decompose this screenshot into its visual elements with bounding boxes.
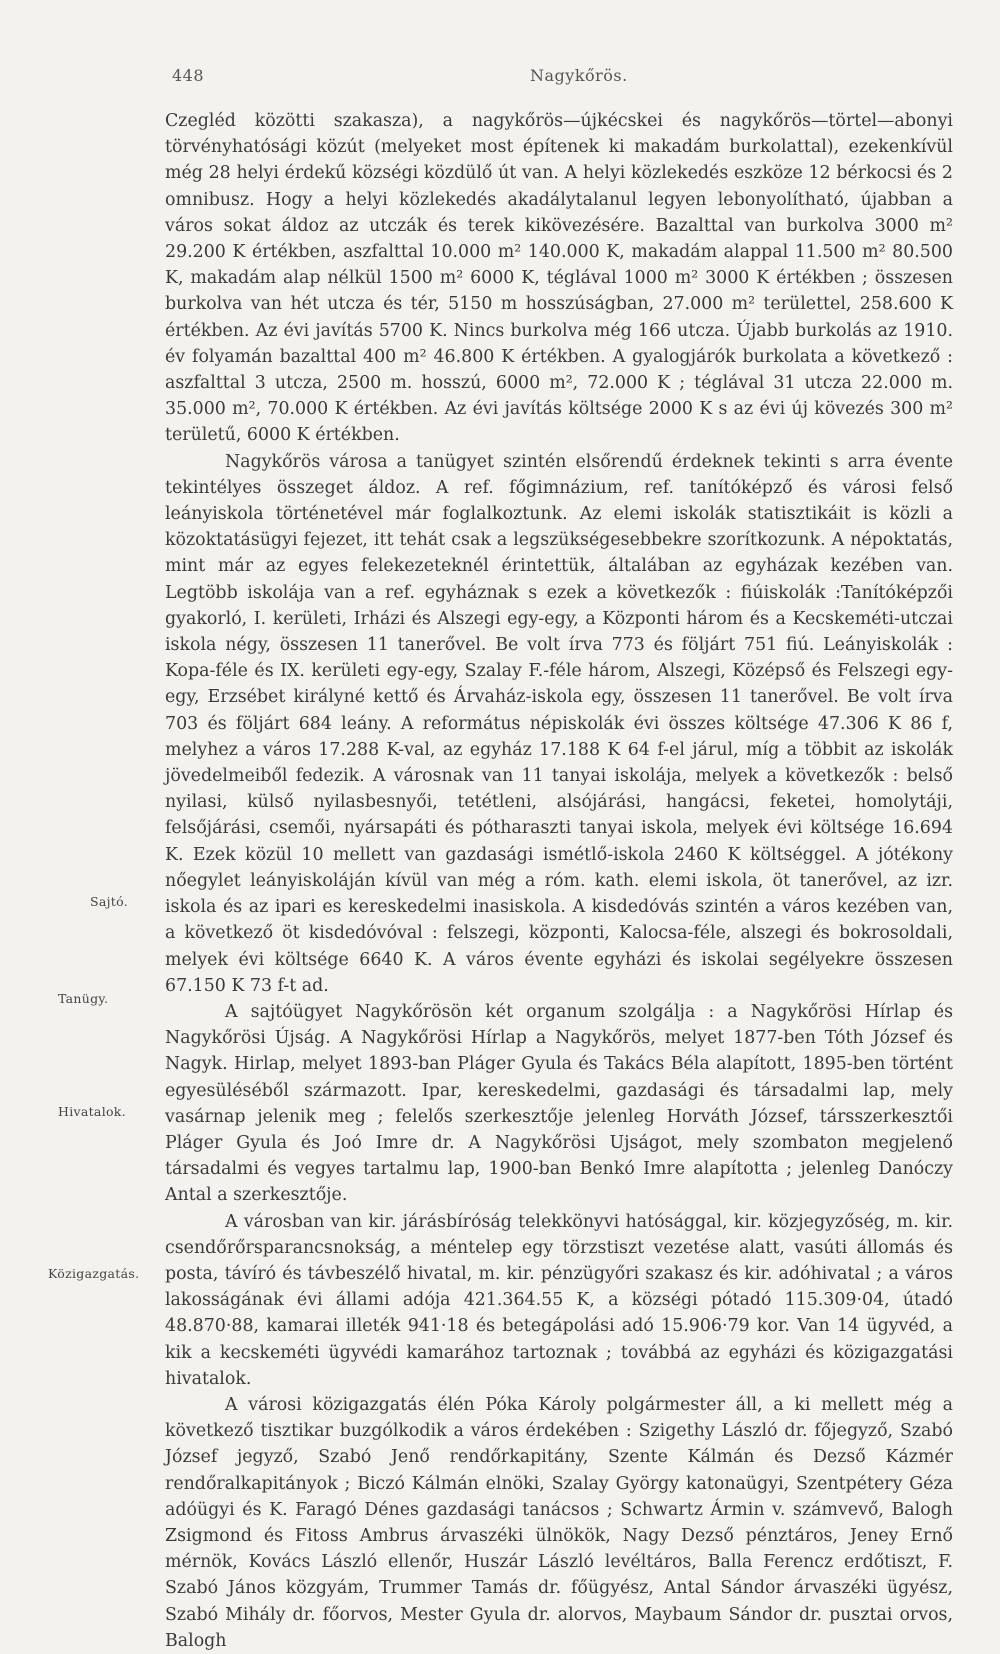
paragraph-administration: A városi közigazgatás élén Póka Károly polgármester áll, a ki mellett még a következő tisztikar buzgólkodik a város érdekében : Szigethy László dr. főjegyző, Szabó József jegyző, Szabó Jenő rendőrkapitány, Szente Kálmán és Dezső Kázmér rendőralkapitányok ; Biczó Kálmán elnöki, Szalay György katonaügyi, Szentpétery Géza adóügyi és K. Faragó Dénes gazdasági tanácsos ; Schwartz Ármin v. számvevő, Balogh Zsigmond és Fitoss Ambrus árvaszéki ülnökök, Nagy Dezső pénztáros, Jeney Ernő mérnök, Kovács László ellenőr, Huszár László levéltáros, Balla Ferencz erdőtiszt, F. Szabó János közgyám, Trummer Tamás dr. főügyész, Antal Sándor árvaszéki ügyész, Szabó Mihály dr. főorvos, Mester Gyula dr. alorvos, Maybaum Sándor dr. pusztai orvos, Balogh — [165, 1394, 953, 1651]
margin-note-hivatalok: Hivatalok. — [58, 1104, 126, 1119]
margin-note-sajto: Sajtó. — [90, 894, 128, 909]
paragraph-press: A sajtóügyet Nagykőrösön két organum szolgálja : a Nagykőrösi Hírlap és Nagykőrösi Újság. A Nagykőrösi Hírlap a Nagykőrös, melyet 1877-ben Tóth József és Nagyk. Hirlap, melyet 1893-ban Pláger Gyula és Takács Béla alapított, 1895-ben történt egyesüléséből származott. Ipar, kereskedelmi, gazdasági és társadalmi lap, mely vasárnap jelenik meg ; felelős szerkesztője jelenleg Horváth József, társszerkesztői Pláger Gyula és Joó Imre dr. A Nagykőrösi Ujságot, mely szombaton megjelenő társadalmi és vegyes tartalmu lap, 1900-ban Benkó Imre alapította ; jelenleg Danóczy Antal a szerkesztője. — [165, 1001, 953, 1206]
page-number: 448 — [172, 66, 205, 85]
body-text — [165, 108, 953, 1654]
paragraph-offices: A városban van kir. járásbíróság telekkönyvi hatósággal, kir. közjegyzőség, m. kir. csendőrőrsparancsnokság, a méntelep egy törzstiszt vezetése alatt, vasúti állomás és posta, távíró és távbeszélő hivatal, m. kir. pénzügyőri szakasz és kir. adóhivatal ; a város lakosságának évi állami adója 421.364.55 K, a községi pótadó 115.309·04, útadó 48.870·88, kamarai illeték 941·18 és betegápolási adó 15.906·79 kor. Van 14 ügyvéd, a kik a kecskeméti ügyvédi kamarához tartoznak ; továbbá az egyházi és közigazgatási hivatalok. — [165, 1211, 953, 1389]
page-header — [172, 66, 962, 92]
running-title: Nagykőrös. — [530, 66, 628, 85]
margin-note-tanugy: Tanügy. — [58, 991, 109, 1006]
paragraph-education: Nagykőrös városa a tanügyet szintén elsőrendű érdeknek tekinti s arra évente tekintélyes összeget áldoz. A ref. főgimnázium, ref. tanítóképző és városi felső leányiskola történetével már foglalkoztunk. Az elemi iskolák statisztikáit is közli a közoktatásügyi fejezet, itt tehát csak a legszükségesebbekre szorítkozunk. A népoktatás, mint már az egyes felekezeteknél érintettük, általában az egyházak kezében van. Legtöbb iskolája van a ref. egyháznak s ezek a következők : fiúiskolák :Tanítóképzői gyakorló, I. kerületi, Irházi és Alszegi egy-egy, a Központi három és a Kecskeméti-utczai iskola négy, összesen 11 tanerővel. Be volt írva 773 és följárt 751 fiú. Leányiskolák : Kopa-féle és IX. kerületi egy-egy, Szalay F.-féle három, Alszegi, Középső és Felszegi egy-egy, Erzsébet királyné kettő és Árvaház-iskola egy, összesen 11 tanerővel. Be volt írva 703 és följárt 684 leány. A református népiskolák évi összes költsége 47.306 K 86 f, melyhez a város 17.288 K-val, az egyház 17.188 K 64 f-el járul, míg a többit az iskolák jövedelmeiből fedezik. A városnak van 11 tanyai iskolája, melyek a következők : belső nyilasi, külső nyilasbesnyői, tetétleni, alsójárási, hangácsi, feketei, homolytáji, felsőjárási, csemői, nyársapáti és pótharaszti tanyai iskola, melyek évi költsége 16.694 K. Ezek közül 10 mellett van gazdasági ismétlő-iskola 2460 K költséggel. A jótékony nőegylet leányiskoláján kívül van még a róm. kath. elemi iskola, öt tanerővel, az izr. iskola és az ipari es kereskedelmi inasiskola. A kisdedóvás szintén a város kezében van, a következő öt kisdedóvóval : felszegi, központi, Kalocsa-féle, alszegi és bokrosoldali, melyek évi költsége 6640 K. A város évente egyházi és iskolai segélyekre összesen 67.150 K 73 f-t ad. — [165, 451, 953, 996]
paragraph-roads: Czegléd közötti szakasza), a nagykőrös—újkécskei és nagykőrös—törtel—abonyi törvényhatósági közút (melyeket most építenek ki makadám burkolattal), ezekenkívül még 28 helyi érdekű községi közdülő út van. A helyi közlekedés eszköze 12 bérkocsi és 2 omnibusz. Hogy a helyi közlekedés akadálytalanul legyen lebonyolítható, újabban a város sokat áldoz az utczák és terek kikövezésére. Bazalttal van burkolva 3000 m² 29.200 K értékben, aszfalttal 10.000 m² 140.000 K, makadám alappal 11.500 m² 80.500 K, makadám alap nélkül 1500 m² 6000 K, téglával 1000 m² 3000 K értékben ; összesen burkolva van hét utcza és tér, 5150 m hosszúságban, 27.000 m² területtel, 258.600 K értékben. Az évi javítás 5700 K. Nincs burkolva még 166 utcza. Újabb burkolás az 1910. év folyamán bazalttal 400 m² 46.800 K értékben. A gyalogjárók burkolata a következő : aszfalttal 3 utcza, 2500 m. hosszú, 6000 m², 72.000 K ; téglával 31 utcza 22.000 m. 35.000 m², 70.000 K értékben. Az évi javítás költsége 2000 K s az évi új kövezés 300 m² területű, 6000 K értékben. — [165, 111, 953, 446]
margin-note-kozigazgatas: Közigazgatás. — [48, 1266, 140, 1281]
